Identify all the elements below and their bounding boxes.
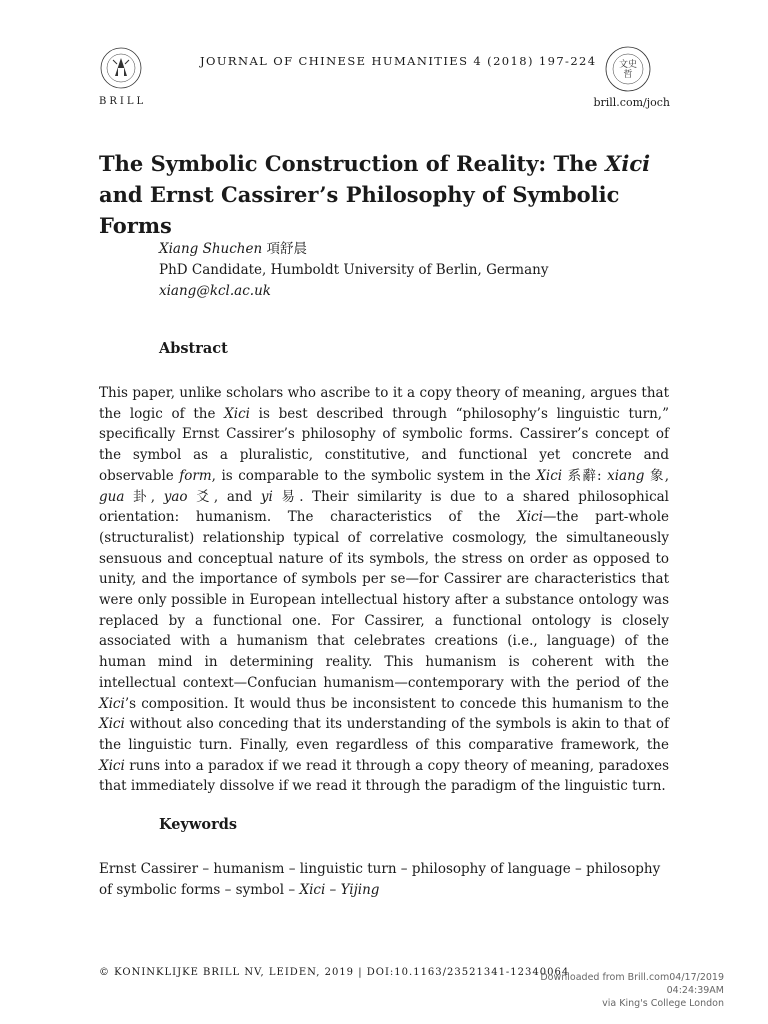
journal-seal-logo xyxy=(603,44,653,94)
author-name: Xiang Shuchen xyxy=(159,241,263,257)
copyright-doi: © KONINKLIJKE BRILL NV, LEIDEN, 2019 | DOI:10.1163/23521341-12340064 xyxy=(99,967,570,978)
svg-text:哲: 哲 xyxy=(623,70,633,80)
author-name-chinese: 項舒晨 xyxy=(266,241,307,257)
svg-text:文史: 文史 xyxy=(618,60,638,70)
author-block xyxy=(159,239,548,302)
journal-url-link[interactable]: brill.com/joch xyxy=(593,96,670,109)
abstract-text: This paper, unlike scholars who ascribe to it a copy theory of meaning, argues that the logic of the Xici is best described through “philosophy’s linguistic turn,” specifically Ernst Cassirer’s philosophy of symbolic forms. Cassirer’s concept of the symbol as a pluralistic, constitutive, and functional yet concrete and observable form, is comparable to the symbolic system in the Xici 系辭: xiang 象, gua 卦, yao 爻, and yi 易. Their similarity is due to a shared philosophical orientation: humanism. The characteristics of the Xici—the part-whole (structuralist) relationship typical of correlative cosmology, the simultaneously sensuous and conceptual nature of its symbols, the stress on order as opposed to unity, and the importance of symbols per se—for Cassirer are characteristics that were only possible in European intellectual history after a substance ontology was replaced by a functional one. For Cassirer, a functional ontology is closely associated with a humanism that celebrates creations (i.e., language) of the human mind in determining reality. This humanism is coherent with the intellectual context—Confucian humanism—contemporary with the period of the Xici’s composition. It would thus be inconsistent to concede this humanism to the Xici without also conceding that its understanding of the symbols is akin to that of the linguistic turn. Finally, even regardless of this comparative framework, the Xici runs into a paradox if we read it through a copy theory of meaning, paradoxes that immediately dissolve if we read it through the paradigm of the linguistic turn. xyxy=(99,385,669,795)
journal-citation: JOURNAL OF CHINESE HUMANITIES 4 (2018) 197-224 xyxy=(200,54,597,68)
article-title: The Symbolic Construction of Reality: The Xici and Ernst Cassirer’s Philosophy of Symbolic Forms xyxy=(99,151,651,238)
author-name-line xyxy=(159,239,548,260)
author-email[interactable]: xiang@kcl.ac.uk xyxy=(159,283,271,299)
keywords-text: Ernst Cassirer – humanism – linguistic turn – philosophy of language – philosophy of symbolic forms – symbol – Xici – Yijing xyxy=(99,861,661,898)
abstract-heading: Abstract xyxy=(159,340,228,357)
brill-seal-logo xyxy=(99,46,143,90)
publisher-name: BRILL xyxy=(99,96,147,107)
keywords-heading: Keywords xyxy=(159,816,238,833)
author-affiliation: PhD Candidate, Humboldt University of Berlin, Germany xyxy=(159,262,549,278)
download-watermark: Downloaded from Brill.com04/17/2019 04:24:39AM via King's College London xyxy=(540,972,724,1009)
